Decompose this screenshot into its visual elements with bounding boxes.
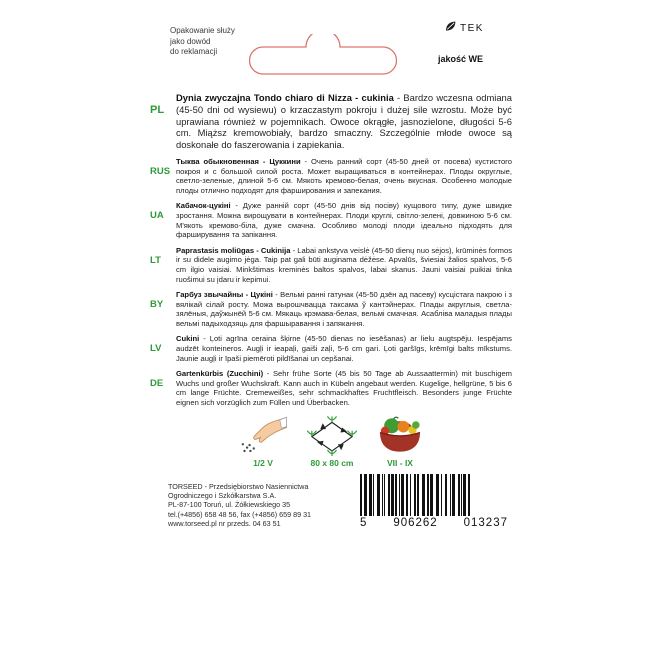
description-ua bbox=[150, 201, 512, 239]
language-code-by: BY bbox=[150, 299, 164, 311]
company-info bbox=[168, 482, 360, 529]
language-code-de: DE bbox=[150, 378, 164, 390]
reclamation-note bbox=[170, 26, 235, 58]
description-de bbox=[150, 369, 512, 407]
leaf-icon bbox=[444, 20, 457, 36]
description-body-pl: - Bardzo wczesna odmiana (45-50 dni od wysiewu) o krzaczastym pokroju i dużej sile wzrostu. Może być uprawiana również w pojemnikach. Owoce okrągłe, jasnozielone, długości 5-6 cm. Miąższ kremowobiały, bardzo smaczny. Szczególnie młode owoce są doskonałe do faszerowania i zapiekania. bbox=[176, 92, 512, 151]
sowing-hand-icon bbox=[237, 414, 289, 456]
company-line: Ogrodniczego i Szkółkarstwa S.A. bbox=[168, 491, 277, 501]
euro-hangtab-outline bbox=[249, 34, 397, 81]
packet-footer bbox=[150, 474, 512, 529]
description-text-de bbox=[176, 369, 512, 407]
language-code-lt: LT bbox=[150, 254, 161, 266]
sowing-pictogram bbox=[237, 414, 289, 468]
barcode-digit-group: 013237 bbox=[463, 516, 508, 529]
description-text-ua bbox=[176, 201, 512, 239]
description-by bbox=[150, 290, 512, 328]
spacing-label: 80 x 80 cm bbox=[310, 457, 354, 468]
language-code-lv: LV bbox=[150, 343, 162, 355]
description-body-rus: - Очень ранний сорт (45-50 дней от посева) кустистого покроя и с большой силой роста. Может выращиваться в контейнерах. Плоды округлые, светло-зеленые, длиной 5-6 см. Мякоть кремово-белая, очень вкусная. Особенно молодые плоды отлично подходят для фарширования и запекания. bbox=[176, 156, 512, 195]
description-text-lt bbox=[176, 246, 512, 284]
company-line: TORSEED - Przedsiębiorstwo Nasiennictwa bbox=[168, 481, 309, 491]
variety-title-de: Gartenkürbis (Zucchini) bbox=[176, 369, 264, 379]
description-lv bbox=[150, 334, 512, 363]
barcode-digits bbox=[360, 517, 512, 529]
reclamation-line: Opakowanie służy bbox=[170, 26, 235, 35]
barcode-digit-group: 906262 bbox=[393, 516, 438, 529]
variety-title-rus: Тыква обыкновенная - Цуккини bbox=[176, 156, 301, 166]
harvest-basket-icon bbox=[375, 414, 425, 456]
sowing-date-label: 1/2 V bbox=[253, 457, 273, 468]
variety-title-lt: Paprastasis moliūgas - Cukinija bbox=[176, 245, 291, 255]
quality-label: jakość WE bbox=[438, 54, 484, 64]
plant-spacing-icon bbox=[305, 414, 359, 456]
variety-title-ua: Кабачок-цукіні bbox=[176, 201, 231, 211]
harvest-pictogram bbox=[375, 414, 425, 468]
language-code-rus: RUS bbox=[150, 165, 171, 177]
variety-title-by: Гарбуз звычайны - Цукіні bbox=[176, 290, 273, 300]
company-line: www.torseed.pl nr przeds. 04 63 51 bbox=[168, 519, 281, 529]
description-body-lt: - Labai ankstyva veislė (45-50 dienų nuo sėjos), krūminės formos ir su didele augimo jėga. Taip pat gali būti auginama dėžėse. Apvalūs, šviesiai žalios spalvos, 5-6 cm ilgio vaisiai. Minkštimas kreminės baltos spalvos, labai skanus. Jauni vaisiai puikiai tinka ruošimui su įdaru ir kepimui. bbox=[176, 245, 512, 284]
language-code-pl: PL bbox=[150, 104, 165, 116]
description-lt bbox=[150, 246, 512, 284]
description-text-rus bbox=[176, 157, 512, 195]
barcode-digit-group: 5 bbox=[360, 516, 368, 529]
company-line: tel.(+4856) 658 48 56, fax (+4856) 659 89 31 bbox=[168, 509, 312, 519]
description-body-by: - Вельмі ранні гатунак (45-50 дзён ад пасеву) кусцістага пакрою і з вялікай сілай росту. Можа вырошчвацца таксама ў кантэйнерах. Плады акруглыя, светла-зялёныя, даўжынёй 5-6 см. Мякаць крэмава-белая, вельмі смачная. Асабліва маладыя плады вельмі падыходзяць для фаршыравання і запякання. bbox=[176, 290, 512, 328]
description-rus bbox=[150, 157, 512, 195]
description-body-ua: - Дуже ранній сорт (45-50 днів від посіву) кущового типу, дуже швидке зростання. Можна вирощувати в контейнерах. Плоди круглі, світло-зелені, довжиною 5-6 см. М'якоть кремово-біла, дуже смачна. Особливо молоді плоди ідеально підходять для фарширування та запікання. bbox=[176, 201, 512, 240]
description-body-lv: - Ļoti agrīna ceraina šķirne (45-50 dienas no iesēšanas) ar lielu augtspēju. Iespējams audzēt konteineros. Augļi ir ieapaļi, gaiši zaļi, 5-6 cm gari. Ļoti garšīgs, krēmīgi balts mīkstums. Jaunie augļi ir īpaši piemēroti pildīšanai un cepšanai. bbox=[176, 334, 512, 363]
description-text-pl bbox=[176, 92, 512, 151]
tek-logo-text: TEK bbox=[460, 22, 484, 34]
spacing-pictogram bbox=[305, 414, 359, 468]
description-body-de: - Sehr frühe Sorte (45 bis 50 Tage ab Aussaattermin) mit buschigem Wuchs und großer Wuchskraft. Kann auch in Kübeln angebaut werden. Kugelige, hellgrüne, 5 bis 6 cm lange Früchte. Cremeweißes, sehr schmackhaftes Fruchtfleisch. Besonders junge Früchte eignen sich vorzüglich zum Füllen und Überbacken. bbox=[176, 369, 512, 408]
variety-title-pl: Dynia zwyczajna Tondo chiaro di Nizza - cukinia bbox=[176, 92, 394, 103]
tek-logo bbox=[444, 20, 484, 36]
reclamation-line: jako dowód bbox=[170, 36, 211, 46]
language-code-ua: UA bbox=[150, 210, 164, 222]
ean-barcode bbox=[360, 474, 512, 529]
description-text-by bbox=[176, 290, 512, 328]
description-pl bbox=[150, 92, 512, 151]
company-line: PL-87-100 Toruń, ul. Żółkiewskiego 35 bbox=[168, 500, 291, 510]
harvest-period-label: VII - IX bbox=[387, 457, 413, 468]
cultivation-pictograms bbox=[150, 414, 512, 468]
packet-header bbox=[150, 16, 512, 84]
variety-title-lv: Cukini bbox=[176, 334, 200, 344]
reclamation-line: do reklamacji bbox=[170, 47, 218, 56]
packet-content bbox=[150, 16, 512, 529]
description-text-lv bbox=[176, 334, 512, 363]
barcode-bars bbox=[360, 474, 512, 516]
descriptions bbox=[150, 92, 512, 408]
